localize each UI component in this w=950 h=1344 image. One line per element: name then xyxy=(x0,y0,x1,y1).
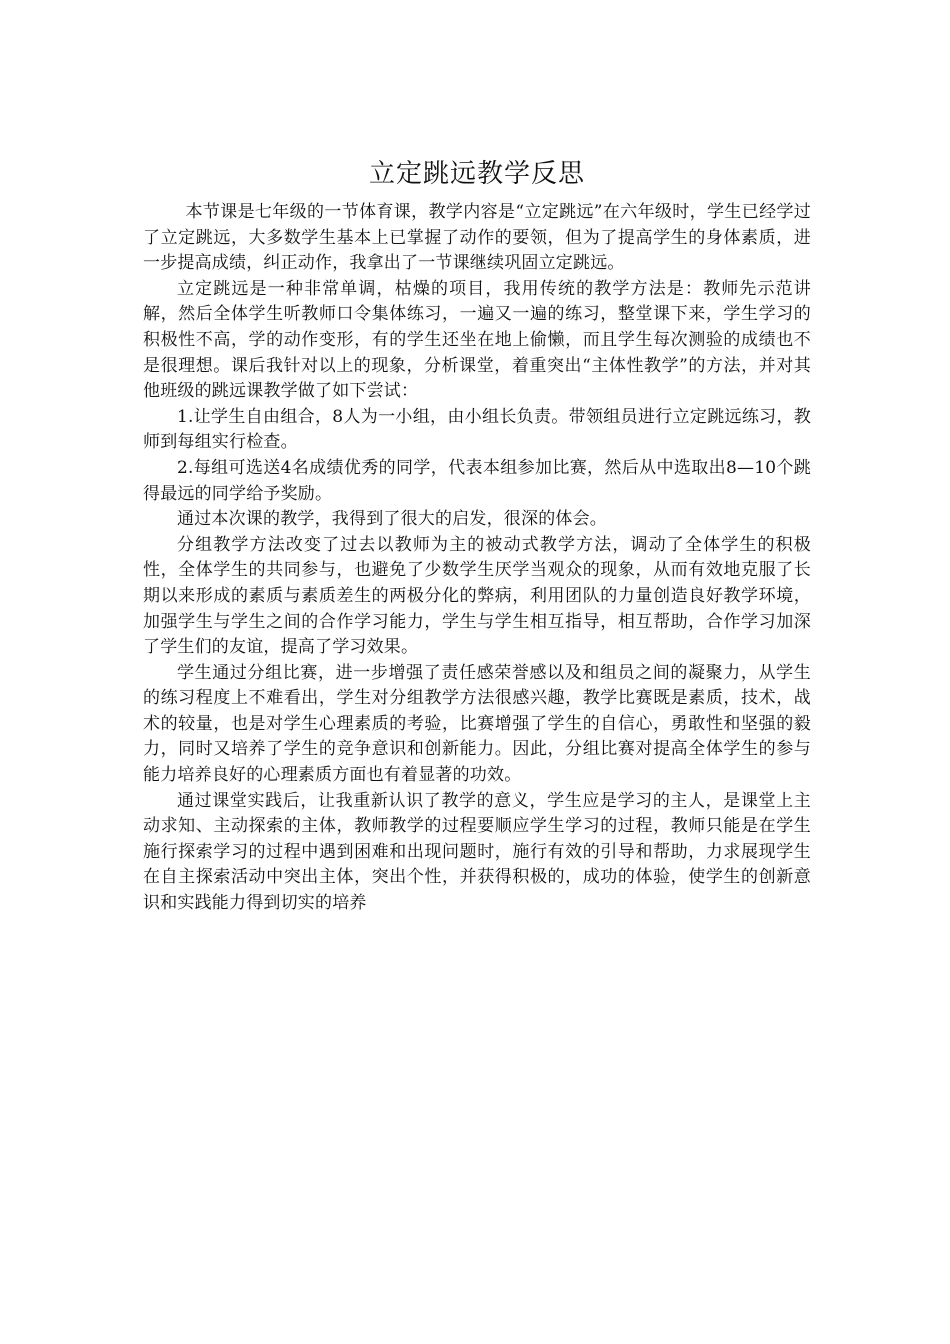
document-title: 立定跳远教学反思 xyxy=(368,159,585,189)
paragraph-traditional-method: 立定跳远是一种非常单调，枯燥的项目，我用传统的教学方法是：教师先示范讲解，然后全体学生听教师口令集体练习，一遍又一遍的练习，整堂课下来，学生学习的积极性不高，学的动作变形，有的学生还坐在地上偷懒，而且学生每次测验的成绩也不是很理想。课后我针对以上的现象，分析课堂，着重突出“主体性教学”的方法，并对其他班级的跳远课教学做了如下尝试： xyxy=(143,278,811,402)
paragraph-group-teaching: 分组教学方法改变了过去以教师为主的被动式教学方法，调动了全体学生的积极性，全体学生的共同参与，也避免了少数学生厌学当观众的现象，从而有效地克服了长期以来形成的素质与素质差生的两极分化的弊病，利用团队的力量创造良好教学环境，加强学生与学生之间的合作学习能力，学生与学生相互指导，相互帮助，合作学习加深了学生们的友谊，提高了学习效果。 xyxy=(143,534,811,658)
paragraph-group-competition: 学生通过分组比赛，进一步增强了责任感荣誉感以及和组员之间的凝聚力，从学生的练习程度上不难看出，学生对分组教学方法很感兴趣，教学比赛既是素质，技术，战术的较量，也是对学生心理素质的考验，比赛增强了学生的自信心，勇敢性和坚强的毅力，同时又培养了学生的竞争意识和创新能力。因此，分组比赛对提高全体学生的参与能力培养良好的心理素质方面也有着显著的功效。 xyxy=(143,662,811,786)
paragraph-conclusion: 通过课堂实践后，让我重新认识了教学的意义，学生应是学习的主人，是课堂上主动求知、主动探索的主体，教师教学的过程要顺应学生学习的过程，教师只能是在学生施行探索学习的过程中遇到困难和出现问题时，施行有效的引导和帮助，力求展现学生在自主探索活动中突出主体，突出个性，并获得积极的，成功的体验，使学生的创新意识和实践能力得到切实的培养 xyxy=(143,790,811,914)
paragraph-step-2: 2.每组可选送4名成绩优秀的同学，代表本组参加比赛，然后从中选取出8—10个跳得最远的同学给予奖励。 xyxy=(143,457,811,504)
paragraph-reflection: 通过本次课的教学，我得到了很大的启发，很深的体会。 xyxy=(177,509,607,530)
document-body xyxy=(143,150,811,917)
paragraph-intro: 本节课是七年级的一节体育课，教学内容是“立定跳远”在六年级时，学生已经学过了立定跳远，大多数学生基本上已掌握了动作的要领，但为了提高学生的身体素质，进一步提高成绩，纠正动作，我拿出了一节课继续巩固立定跳远。 xyxy=(143,202,811,274)
paragraph-step-1: 1.让学生自由组合，8人为一小组，由小组长负责。带领组员进行立定跳远练习，教师到每组实行检查。 xyxy=(143,406,811,453)
